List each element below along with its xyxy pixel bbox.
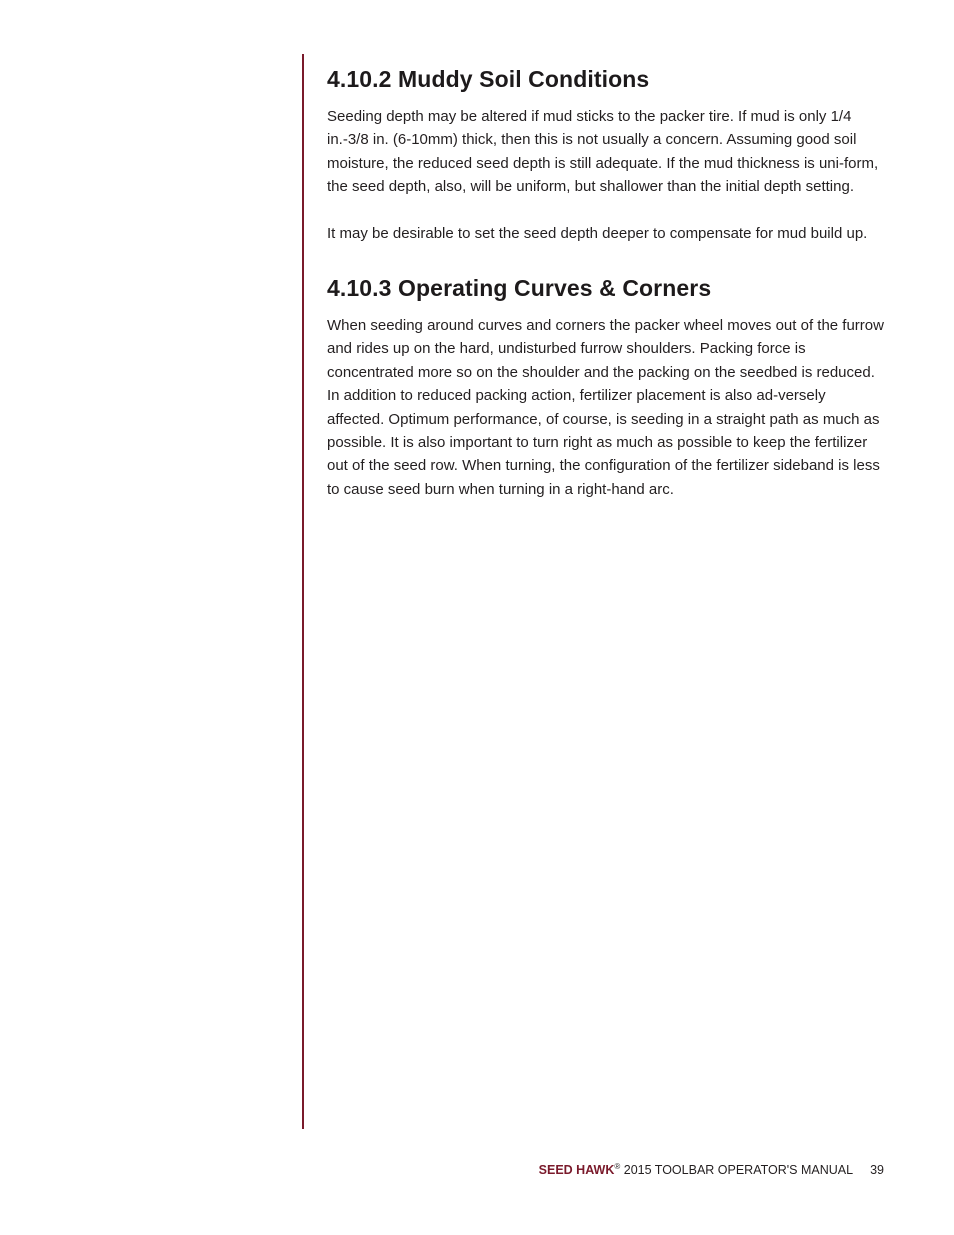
paragraph-curves-corners-1: When seeding around curves and corners the packer wheel moves out of the furrow and rides up on the hard, undisturbed furrow shoulders. Packing force is concentrated more so on the shoulder and the packing on the seedbed is reduced. In addition to reduced packing action, fertilizer placement is also ad-versely affected. Optimum performance, of course, is seeding in a straight path as much as possible. It is also important to turn right as much as possible to keep the fertilizer out of the seed row. When turning, the configuration of the fertilizer sideband is less to cause seed burn when turning in a right-hand arc.	[327, 317, 884, 498]
registered-mark: ®	[614, 1162, 621, 1171]
paragraph-muddy-soil-2: It may be desirable to set the seed depth deeper to compensate for mud build up.	[327, 224, 868, 242]
section-heading-curves-corners: 4.10.3 Operating Curves & Corners	[327, 275, 712, 302]
section-heading-muddy-soil: 4.10.2 Muddy Soil Conditions	[327, 66, 650, 92]
page-number: 39	[870, 1163, 884, 1178]
footer-manual-title: 2015 TOOLBAR OPERATOR'S MANUAL	[623, 1163, 853, 1178]
paragraph-muddy-soil-1: Seeding depth may be altered if mud sticks to the packer tire. If mud is only 1/4 in.-3/8 in. (6-10mm) thick, then this is not usually a concern. Assuming good soil moisture, the reduced seed depth is still adequate. If the mud thickness is uni-form, the seed depth, also, will be uniform, but shallower than the initial depth setting.	[327, 108, 879, 196]
page-footer	[539, 1162, 884, 1177]
footer-brand: SEED HAWK	[538, 1163, 615, 1178]
page-margin-rule	[302, 54, 304, 1129]
page-content	[327, 60, 887, 501]
